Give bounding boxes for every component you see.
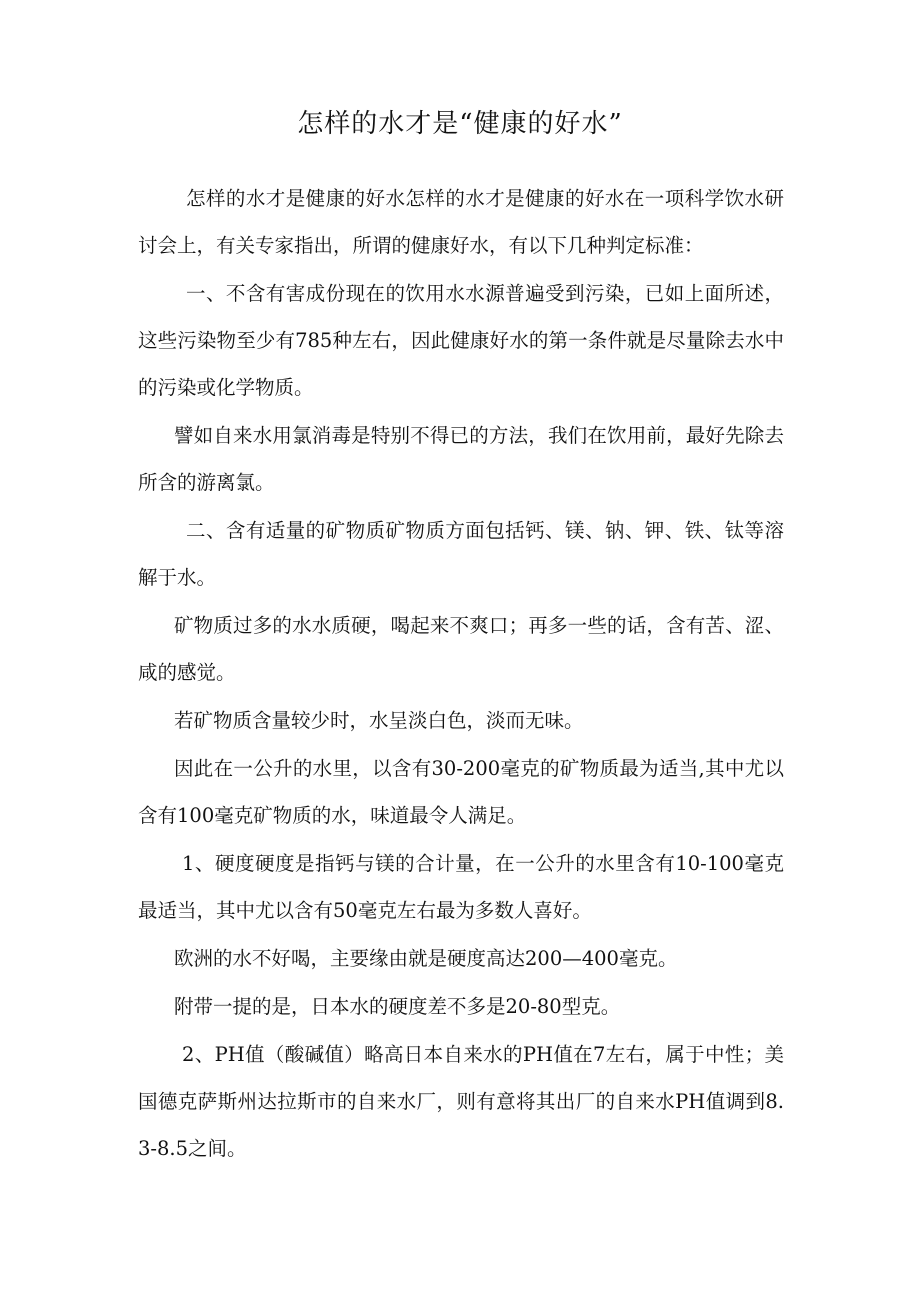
- paragraph-few-minerals: 若矿物质含量较少时，水呈淡白色，淡而无味。: [174, 709, 584, 732]
- paragraph-ph-value: 2、PH值（酸碱值）略高日本自来水的PH值在7左右，属于中性；美国德克萨斯州达拉斯市的自来水厂，则有意将其出厂的自来水PH值调到8.3-8.5之间。: [138, 1043, 784, 1160]
- paragraph-europe-water: 欧洲的水不好喝，主要缘由就是硬度高达200—400毫克。: [174, 947, 678, 970]
- document-body: [138, 175, 784, 1172]
- paragraph-too-many-minerals: 矿物质过多的水水质硬，喝起来不爽口；再多一些的话，含有苦、涩、咸的感觉。: [138, 614, 784, 684]
- paragraph-hardness: 1、硬度硬度是指钙与镁的合计量，在一公升的水里含有10-100毫克最适当，其中尤以含有50毫克左右最为多数人喜好。: [138, 852, 784, 922]
- paragraph-mineral-amount: 因此在一公升的水里，以含有30-200毫克的矿物质最为适当,其中尤以含有100毫克矿物质的水，味道最令人满足。: [138, 757, 784, 827]
- paragraph-intro: 怎样的水才是健康的好水怎样的水才是健康的好水在一项科学饮水研讨会上，有关专家指出，所谓的健康好水，有以下几种判定标准：: [138, 187, 784, 257]
- paragraph-criterion-two: 二、含有适量的矿物质矿物质方面包括钙、镁、钠、钾、铁、钛等溶解于水。: [138, 519, 784, 589]
- document-title: 怎样的水才是“健康的好水”: [297, 109, 623, 139]
- paragraph-chlorine: 譬如自来水用氯消毒是特别不得已的方法，我们在饮用前，最好先除去所含的游离氯。: [138, 424, 784, 494]
- paragraph-criterion-one: 一、不含有害成份现在的饮用水水源普遍受到污染，已如上面所述，这些污染物至少有785种左右，因此健康好水的第一条件就是尽量除去水中的污染或化学物质。: [138, 282, 784, 399]
- paragraph-japan-hardness: 附带一提的是，日本水的硬度差不多是20-80型克。: [174, 995, 621, 1018]
